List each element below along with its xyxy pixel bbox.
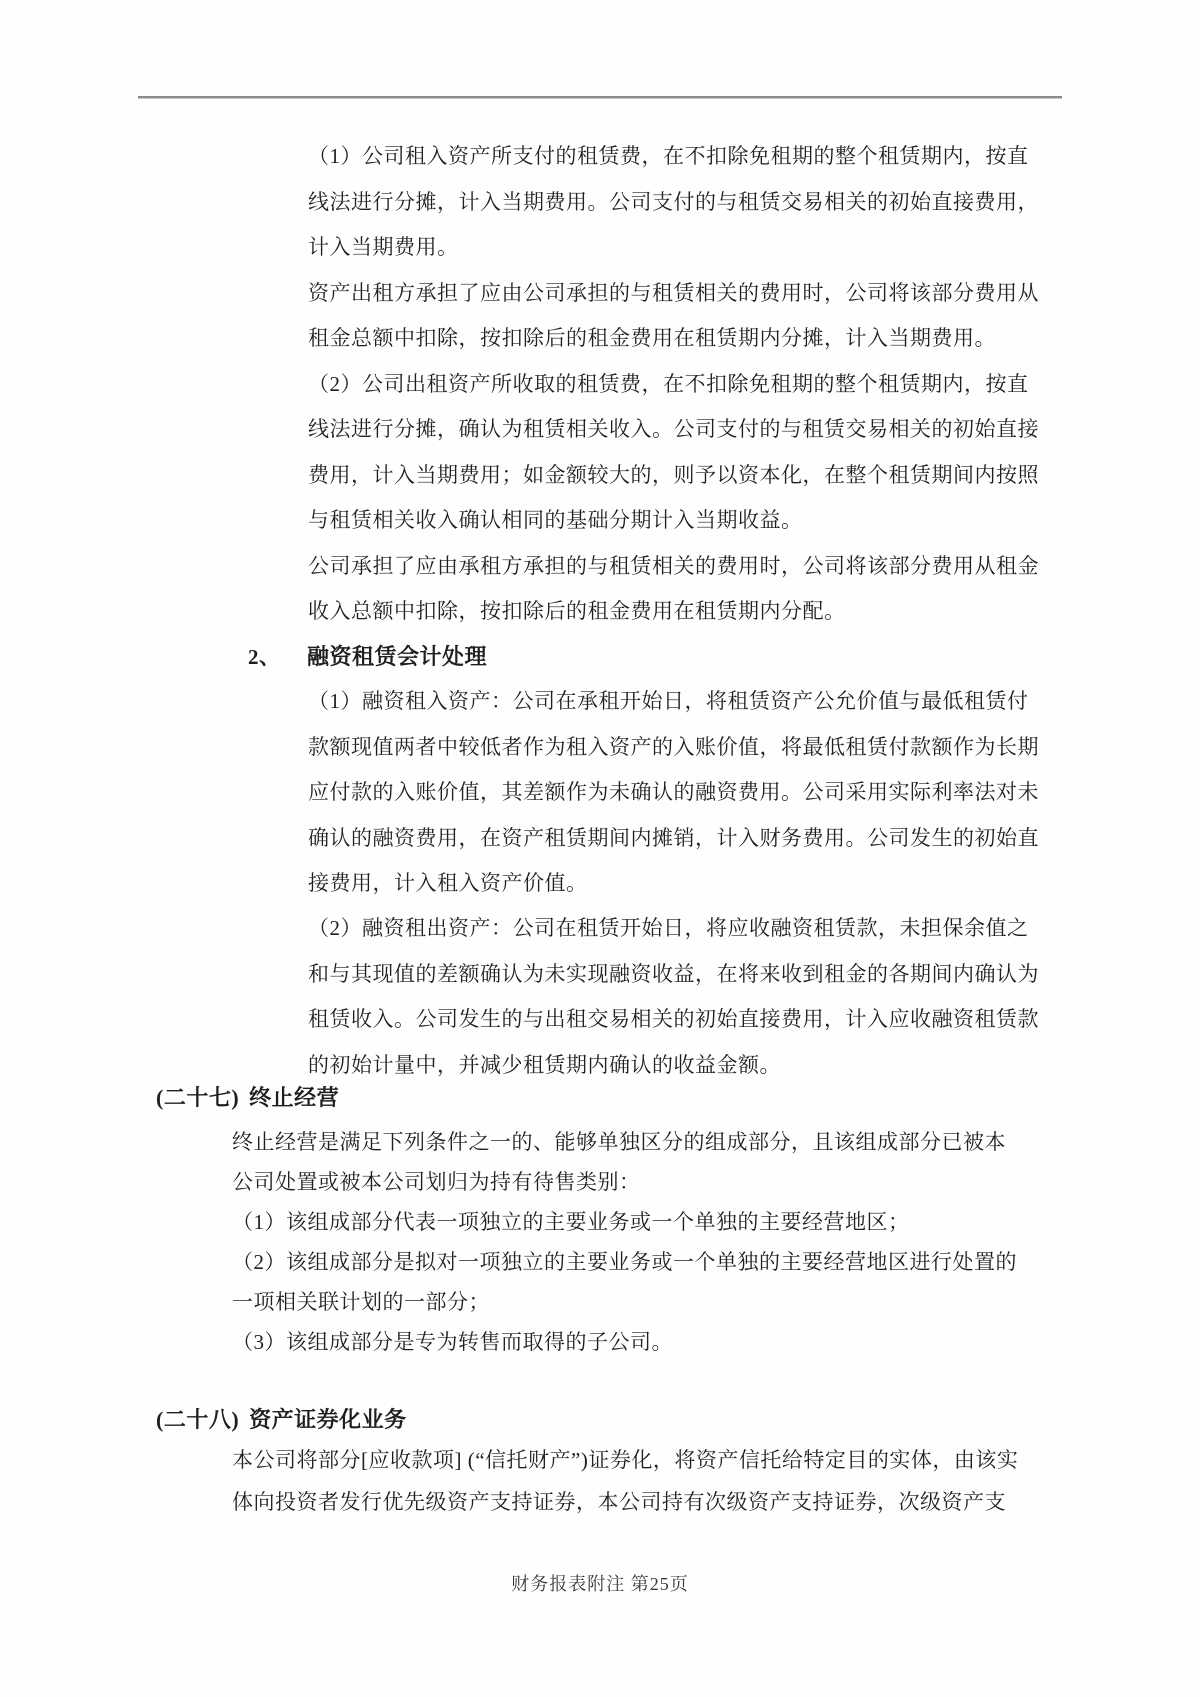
section-label: (二十八) (156, 1407, 240, 1432)
text-line: 应付款的入账价值，其差额作为未确认的融资费用。公司采用实际利率法对未 (308, 780, 1039, 804)
text-line: 计入当期费用。 (308, 235, 459, 259)
text-line: 租赁收入。公司发生的与出租交易相关的初始直接费用，计入应收融资租赁款 (308, 1007, 1039, 1031)
header-rule (138, 96, 1062, 99)
text-line: 体向投资者发行优先级资产支持证券，本公司持有次级资产支持证券，次级资产支 (232, 1490, 1006, 1514)
heading-number: 2、 (248, 645, 281, 669)
text-line: （1）融资租入资产：公司在承租开始日，将租赁资产公允价值与最低租赁付 (308, 689, 1029, 713)
text-line: 确认的融资费用，在资产租赁期间内摊销，计入财务费用。公司发生的初始直 (308, 825, 1039, 850)
text-line: 线法进行分摊，确认为租赁相关收入。公司支付的与租赁交易相关的初始直接 (308, 417, 1039, 441)
heading-finance-lease (248, 641, 487, 673)
page-footer: 财务报表附注 第25页 (511, 1574, 689, 1594)
paragraph-operating-lease (308, 134, 1048, 635)
paragraph-finance-lease-out (308, 906, 1048, 1088)
text-line: （1）公司租入资产所支付的租赁费，在不扣除免租期的整个租赁期内，按直 (308, 144, 1029, 168)
text-line: （3）该组成部分是专为转售而取得的子公司。 (232, 1330, 673, 1354)
text-line: 公司处置或被本公司划归为持有待售类别： (232, 1170, 641, 1194)
text-line: （2）公司出租资产所收取的租赁费，在不扣除免租期的整个租赁期内，按直 (308, 371, 1029, 396)
text-line: 线法进行分摊，计入当期费用。公司支付的与租赁交易相关的初始直接费用， (308, 189, 1039, 214)
text-line: 费用，计入当期费用；如金额较大的，则予以资本化，在整个租赁期间内按照 (308, 462, 1039, 487)
text-line: 本公司将部分[应收款项] (“信托财产”)证券化，将资产信托给特定目的实体，由该实 (232, 1448, 1019, 1472)
paragraph-finance-lease-in (308, 679, 1048, 907)
paragraph-asset-securitization (232, 1439, 1048, 1523)
text-line: 和与其现值的差额确认为未实现融资收益，在将来收到租金的各期间内确认为 (308, 961, 1039, 986)
text-line: 款额现值两者中较低者作为租入资产的入账价值，将最低租赁付款额作为长期 (308, 734, 1039, 759)
section-title: 终止经营 (249, 1085, 340, 1110)
text-line: 资产出租方承担了应由公司承担的与租赁相关的费用时，公司将该部分费用从 (308, 280, 1039, 305)
text-line: 公司承担了应由承租方承担的与租赁相关的费用时，公司将该部分费用从租金 (308, 553, 1039, 578)
text-line: 的初始计量中，并减少租赁期内确认的收益金额。 (308, 1052, 781, 1077)
section-title: 资产证券化业务 (249, 1407, 407, 1432)
text-line: 租金总额中扣除，按扣除后的租金费用在租赁期内分摊，计入当期费用。 (308, 326, 996, 350)
heading-title: 融资租赁会计处理 (307, 644, 488, 669)
text-line: 接费用，计入租入资产价值。 (308, 871, 588, 895)
text-line: （2）该组成部分是拟对一项独立的主要业务或一个单独的主要经营地区进行处置的 (232, 1250, 1017, 1274)
heading-asset-securitization (156, 1404, 407, 1436)
text-line: 终止经营是满足下列条件之一的、能够单独区分的组成部分，且该组成部分已被本 (232, 1130, 1006, 1154)
text-line: （1）该组成部分代表一项独立的主要业务或一个单独的主要经营地区； (232, 1210, 910, 1234)
text-line: 与租赁相关收入确认相同的基础分期计入当期收益。 (308, 508, 803, 532)
section-label: (二十七) (156, 1085, 240, 1110)
paragraph-discontinued-operations (232, 1122, 1048, 1362)
text-line: （2）融资租出资产：公司在租赁开始日，将应收融资租赁款，未担保余值之 (308, 916, 1029, 940)
text-line: 一项相关联计划的一部分； (232, 1290, 490, 1314)
heading-discontinued-operations (156, 1082, 339, 1114)
text-line: 收入总额中扣除，按扣除后的租金费用在租赁期内分配。 (308, 599, 846, 623)
